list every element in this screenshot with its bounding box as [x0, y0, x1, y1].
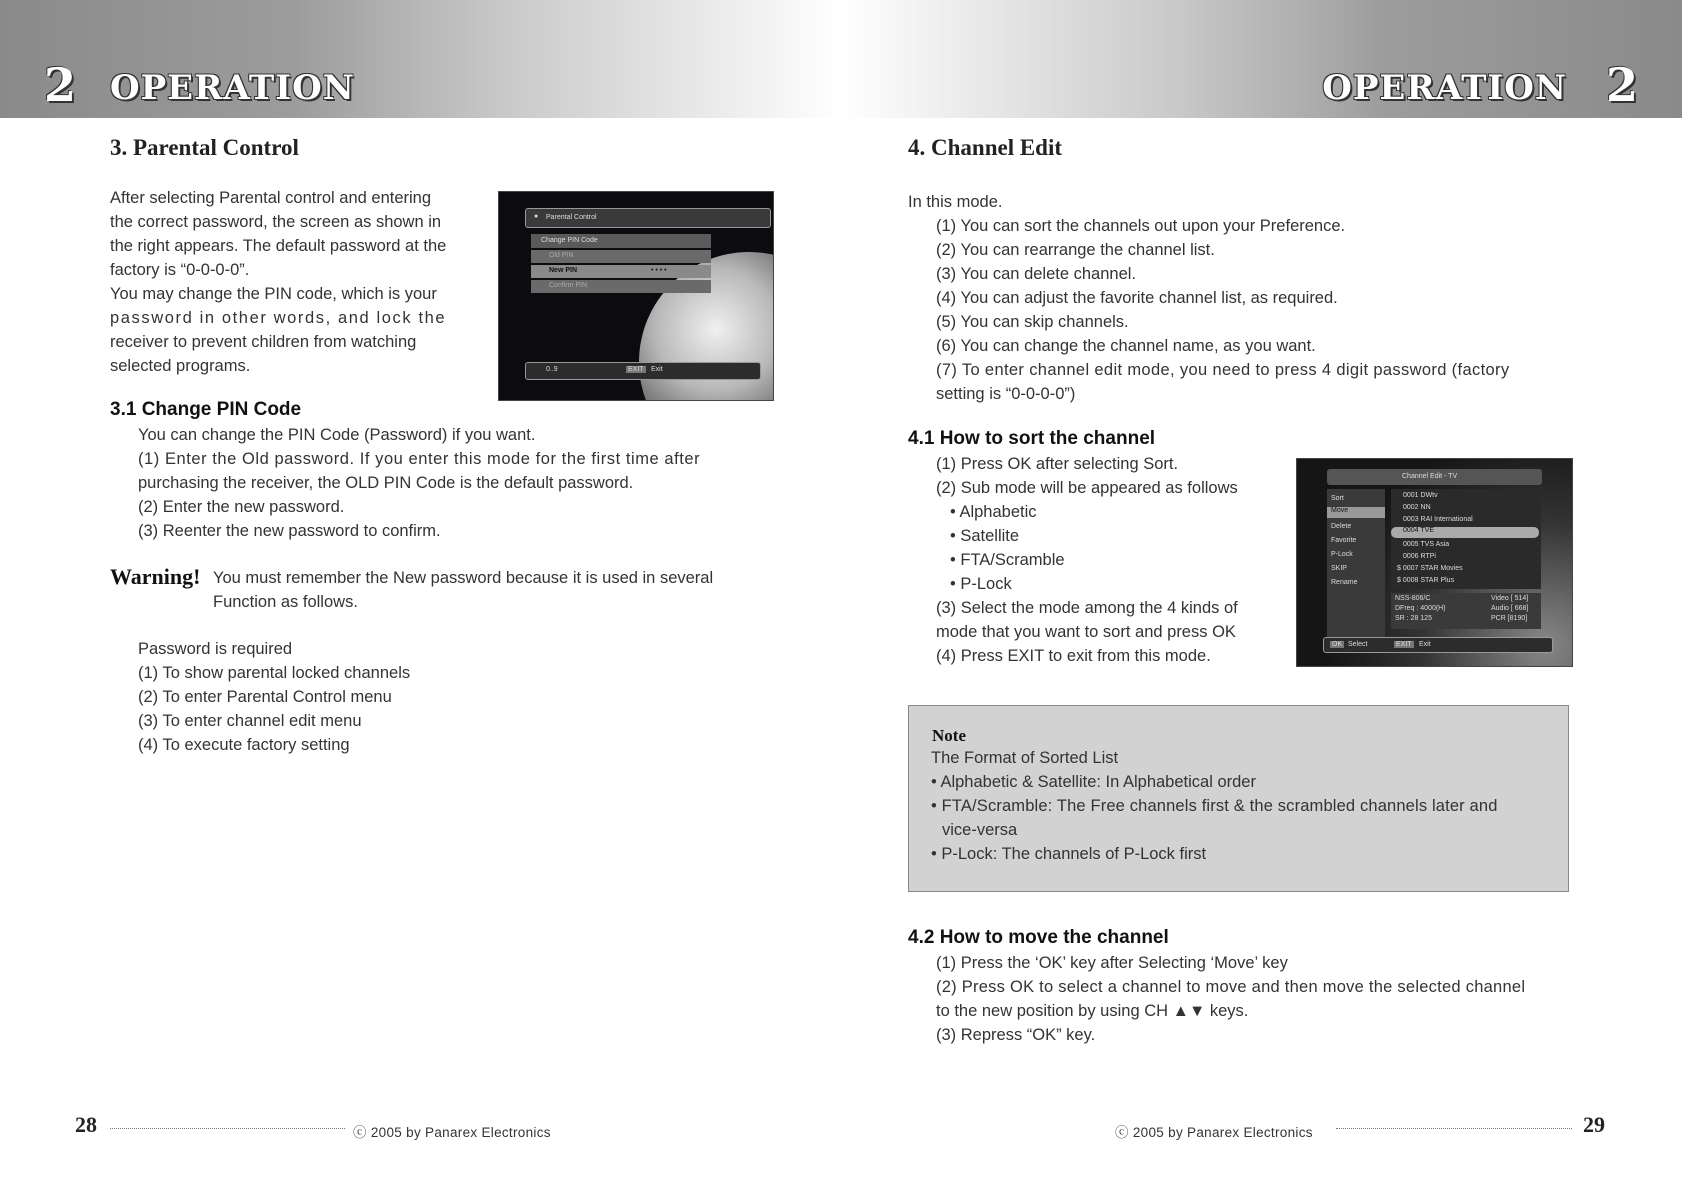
warning-text: You must remember the New password because it is used in several Function as follows. — [213, 569, 714, 611]
ce-info-panel: NSS-806/C DFreq : 4000(H) SR : 28 125 Video [ 514] Audio [ 668] PCR [8190] — [1391, 593, 1541, 629]
change-pin-title: 3.1 Change PIN Code — [110, 399, 302, 420]
right-chapter-title: OPERATION — [1322, 68, 1567, 108]
left-page-number: 28 — [75, 1112, 97, 1137]
tv-footer: 0..9 EXIT Exit — [525, 362, 761, 380]
right-page-number: 29 — [1583, 1112, 1605, 1137]
move-channel-title: 4.2 How to move the channel — [908, 927, 1169, 948]
ce-channel-list: 0001 DWtv 0002 NN 0003 RAI International 0004 TVE 0005 TVS Asia 0006 RTPi $ 0007 STAR Movies $ 0008 STAR Plus — [1391, 489, 1541, 589]
channel-edit-title: 4. Channel Edit — [908, 135, 1063, 160]
channel-edit-screenshot — [1296, 458, 1573, 667]
tv-title: Parental Control — [546, 214, 597, 221]
tv-row-confirm-pin: Confirm PIN — [531, 280, 711, 293]
tv-title-bar — [525, 208, 771, 228]
tv-row-new-pin: New PIN • • • • — [531, 265, 711, 278]
ce-menu: Sort Move Delete Favorite P-Lock SKIP Rename — [1327, 489, 1385, 639]
ce-footer: OK Select EXIT Exit — [1323, 637, 1553, 653]
parental-control-title: 3. Parental Control — [110, 135, 299, 160]
right-copyright: ⓒ 2005 by Panarex Electronics — [1115, 1125, 1313, 1140]
sort-channel-title: 4.1 How to sort the channel — [908, 428, 1156, 449]
note-text: The Format of Sorted List • Alphabetic & Satellite: In Alphabetical order • FTA/Scramble: The Free channels first & the scrambled channels later and vice-versa • P-Lock: The channels of P-Lock first — [931, 749, 1498, 863]
warning-label: Warning! — [110, 564, 201, 589]
left-chapter-title: OPERATION — [110, 68, 355, 108]
right-page-header — [841, 0, 1682, 118]
note-box — [908, 705, 1569, 892]
ce-title-bar: Channel Edit - TV — [1327, 469, 1542, 485]
parental-control-screenshot — [498, 191, 774, 401]
password-required-list: Password is required (1) To show parental locked channels (2) To enter Parental Control menu (3) To enter channel edit menu (4) To execute factory setting — [138, 640, 411, 754]
change-pin-steps: You can change the PIN Code (Password) if you want. (1) Enter the Old password. If you enter this mode for the first time after purchasing the receiver, the OLD PIN Code is the default password. (2) Enter the new password. (3) Reenter the new password to confirm. — [138, 426, 701, 540]
left-page-header — [0, 0, 841, 118]
tv-dot-icon: ● — [534, 213, 539, 220]
note-title: Note — [932, 726, 966, 745]
parental-intro: After selecting Parental control and entering the correct password, the screen as shown in the right appears. The default password at the factory is “0-0-0-0”. You may change the PIN code, which is your password in other words, and lock the receiver to prevent children from watching selected programs. — [110, 189, 447, 375]
tv-menu-header: Change PIN Code — [531, 234, 711, 248]
right-chapter-number: 2 — [1605, 58, 1638, 112]
left-copyright: ⓒ 2005 by Panarex Electronics — [353, 1125, 551, 1140]
right-footer-divider — [1336, 1128, 1572, 1129]
sort-steps: (1) Press OK after selecting Sort. (2) Sub mode will be appeared as follows • Alphabetic • Satellite • FTA/Scramble • P-Lock (3) Select the mode among the 4 kinds of mode that you want to sort and press OK (4) Press EXIT to exit from this mode. — [936, 455, 1238, 665]
tv-row-old-pin: Old PIN — [531, 250, 711, 263]
left-chapter-number: 2 — [44, 58, 77, 112]
left-footer-divider — [110, 1128, 345, 1129]
channel-edit-intro: In this mode. (1) You can sort the channels out upon your Preference. (2) You can rearrange the channel list. (3) You can delete channel. (4) You can adjust the favorite channel list, as required. (5) You can skip channels. (6) You can change the channel name, as you want. (7) To enter channel edit mode, you need to press 4 digit password (factory setting is “0-0-0-0”) — [908, 193, 1510, 403]
move-steps: (1) Press the ‘OK’ key after Selecting ‘Move’ key (2) Press OK to select a channel to move and then move the selected channel to the new position by using CH ▲▼ keys. (3) Repress “OK” key. — [936, 954, 1526, 1044]
